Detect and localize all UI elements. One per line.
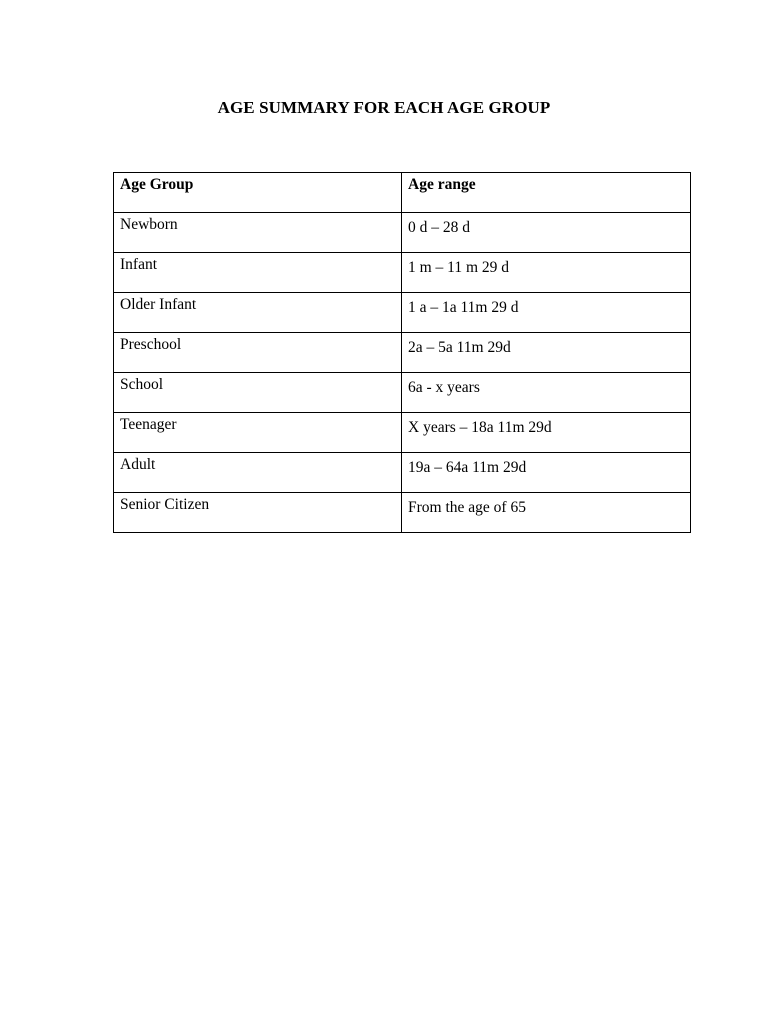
age-group-cell: Adult <box>114 453 402 493</box>
age-range-cell <box>402 413 691 453</box>
age-group-cell: Senior Citizen <box>114 493 402 533</box>
age-range-cell <box>402 493 691 533</box>
age-range-value: 0 d – 28 d <box>408 219 470 236</box>
table-row <box>114 253 691 293</box>
age-summary-table <box>113 172 691 533</box>
age-range-cell <box>402 333 691 373</box>
age-range-cell <box>402 293 691 333</box>
age-group-cell: Teenager <box>114 413 402 453</box>
column-header-age-group: Age Group <box>114 173 402 213</box>
age-range-cell <box>402 253 691 293</box>
table-row <box>114 413 691 453</box>
column-header-age-range: Age range <box>402 173 691 213</box>
table-row <box>114 333 691 373</box>
age-range-value: 19a – 64a 11m 29d <box>408 459 527 476</box>
age-group-cell: Infant <box>114 253 402 293</box>
age-range-value: 1 a – 1a 11m 29 d <box>408 299 519 316</box>
age-group-cell: Preschool <box>114 333 402 373</box>
table-row <box>114 293 691 333</box>
table-header-row <box>114 173 691 213</box>
table-row <box>114 453 691 493</box>
age-range-value: 1 m – 11 m 29 d <box>408 259 510 276</box>
table-row <box>114 213 691 253</box>
age-group-cell: Older Infant <box>114 293 402 333</box>
age-range-cell <box>402 453 691 493</box>
page-title-text: AGE SUMMARY FOR EACH AGE GROUP <box>217 98 551 117</box>
age-group-cell: Newborn <box>114 213 402 253</box>
age-range-cell <box>402 213 691 253</box>
page-title <box>0 98 768 118</box>
table-row <box>114 493 691 533</box>
age-range-value: From the age of 65 <box>408 499 526 516</box>
table-row <box>114 373 691 413</box>
age-range-value: 6a - x years <box>408 379 480 396</box>
age-range-cell <box>402 373 691 413</box>
age-range-value: X years – 18a 11m 29d <box>408 419 552 436</box>
age-range-value: 2a – 5a 11m 29d <box>408 339 511 356</box>
age-group-cell: School <box>114 373 402 413</box>
